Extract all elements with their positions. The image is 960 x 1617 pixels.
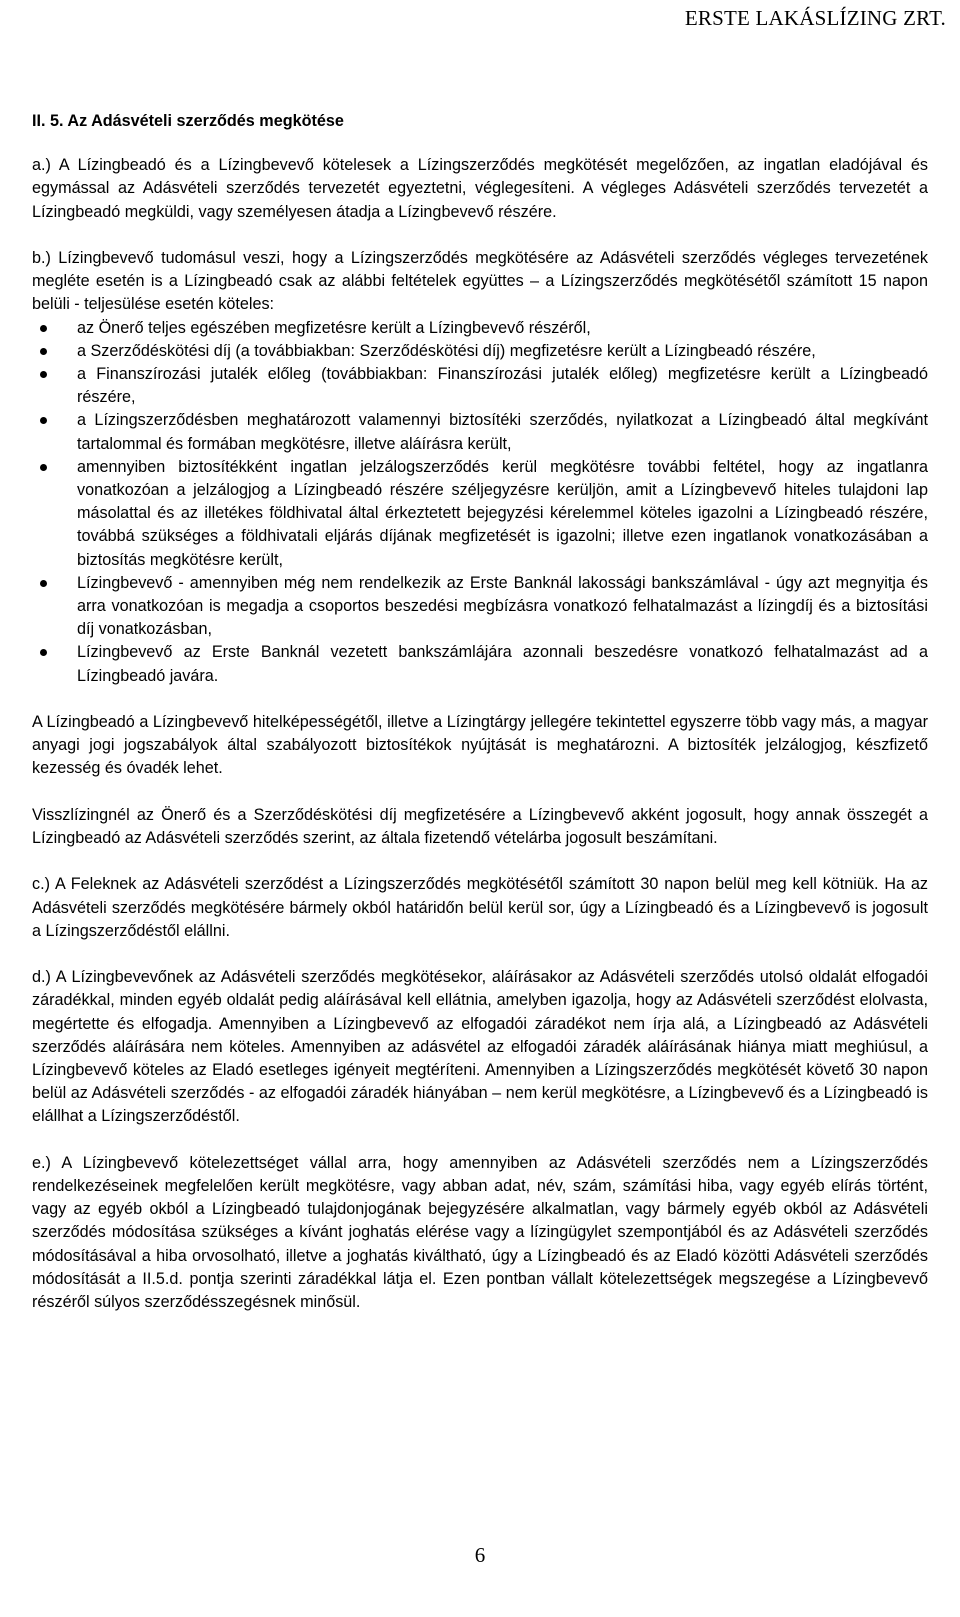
document-body — [32, 110, 928, 1337]
list-item-text: amennyiben biztosítékként ingatlan jelzálogszerződés kerül megkötésre további feltétel, hogy az ingatlanra vonatkozóan a jelzálogjog a Lízingbeadó részére széljegyzésre kerüljön, amit a Lízingbevevő hiteles tulajdoni lap másolattal és az illetékes földhivatal által érkeztetett bejegyzési kérelemmel köteles igazolni a Lízingbeadó részére, továbbá szükséges a földhivatali eljárás díjának megfizetését is igazolni; illetve ezen ingatlanok vonatkozásában a biztosítás megkötésre került, — [77, 457, 928, 569]
page-number: 6 — [474, 1543, 486, 1567]
list-item-text: Lízingbevevő az Erste Banknál vezetett bankszámlájára azonnali beszedésre vonatkozó felhatalmazást ad a Lízingbeadó javára. — [77, 643, 928, 685]
bullet-icon — [40, 464, 47, 471]
bullet-icon — [40, 348, 47, 355]
paragraph-a: a.) A Lízingbeadó és a Lízingbevevő kötelesek a Lízingszerződés megkötését megelőzően, az ingatlan eladójával és egymással az Adásvételi szerződés tervezetét egyeztetni, véglegesíteni. A végleges Adásvételi szerződés tervezetét a Lízingbeadó megküldi, vagy személyesen átadja a Lízingbevevő részére. — [32, 156, 928, 221]
list-item — [32, 340, 928, 363]
list-item — [32, 363, 928, 409]
list-item — [32, 409, 928, 455]
list-item-text: Lízingbevevő - amennyiben még nem rendelkezik az Erste Banknál lakossági bankszámlával - úgy azt megnyitja és arra vonatkozóan is megadja a csoportos beszedési megbízásra vonatkozó felhatalmazást a lízingdíj és a biztosítási díj vonatkozásban, — [77, 573, 928, 639]
bullet-icon — [40, 371, 47, 378]
conditions-list — [32, 317, 928, 688]
bullet-icon — [40, 649, 47, 656]
paragraph-e: e.) A Lízingbevevő kötelezettséget vállal arra, hogy amennyiben az Adásvételi szerződés nem a Lízingszerződés rendelkezéseinek megfelelően került megkötésre, vagy abban adat, név, szám, számítási hiba, vagy egyéb elírás történt, vagy az egyéb okból a Lízingbeadó tulajdonjogának bejegyzésére alkalmatlan, vagy bármely egyéb okból az Adásvételi szerződés módosítása szükséges a kívánt joghatás elérése vagy a lízingügylet szempontjából és az Adásvételi szerződés módosításával a hiba orvosolható, illetve a joghatás kiváltható, úgy a Lízingbeadó és az Eladó közötti Adásvételi szerződés módosítását a II.5.d. pontja szerinti záradékkal látja el. Ezen pontban vállalt kötelezettségek megszegése a Lízingbevevő részéről súlyos szerződésszegésnek minősül. — [32, 1153, 928, 1312]
list-item — [32, 572, 928, 642]
list-item-text: a Finanszírozási jutalék előleg (továbbiakban: Finanszírozási jutalék előleg) megfizetésre került a Lízingbeadó részére, — [77, 365, 928, 407]
bullet-icon — [40, 417, 47, 424]
paragraph-c: c.) A Feleknek az Adásvételi szerződést a Lízingszerződés megkötésétől számított 30 napon belül meg kell kötniük. Ha az Adásvételi szerződés megkötésére bármely okból határidőn belül kerül sor, úgy a Lízingbeadó és a Lízingbevevő is jogosult a Lízingszerződéstől elállni. — [32, 875, 928, 940]
paragraph-leaseback: Visszlízingnél az Önerő és a Szerződéskötési díj megfizetésére a Lízingbevevő akként jogosult, hogy annak összegét a Lízingbeadó az Adásvételi szerződés szerint, az általa fizetendő vételárba jogosult beszámítani. — [32, 805, 928, 848]
section-title: II. 5. Az Adásvételi szerződés megkötése — [32, 112, 344, 130]
paragraph-b-intro: b.) Lízingbevevő tudomásul veszi, hogy a Lízingszerződés megkötésére az Adásvételi szerződés végleges tervezetének megléte esetén is a Lízingbeadó csak az alábbi feltételek együttes – a Lízingszerződés megkötésétől számított 15 napon belüli - teljesülése esetén köteles: — [32, 249, 928, 314]
list-item — [32, 317, 928, 340]
bullet-icon — [40, 325, 47, 332]
list-item-text: a Lízingszerződésben meghatározott valamennyi biztosítéki szerződés, nyilatkozat a Lízingbeadó által megkívánt tartalommal és formában megkötésre, illetve aláírásra került, — [77, 411, 928, 453]
list-item-text: a Szerződéskötési díj (a továbbiakban: Szerződéskötési díj) megfizetésre került a Lízingbeadó részére, — [77, 341, 816, 360]
list-item — [32, 641, 928, 687]
list-item-text: az Önerő teljes egészében megfizetésre került a Lízingbevevő részéről, — [77, 318, 591, 337]
company-header: ERSTE LAKÁSLÍZING ZRT. — [684, 6, 946, 30]
paragraph-collateral: A Lízingbeadó a Lízingbevevő hitelképességétől, illetve a Lízingtárgy jellegére tekintettel egyszerre több vagy más, a magyar anyagi jogi jogszabályok által szabályozott biztosítékok nyújtását is meghatározni. A biztosíték jelzálogjog, készfizető kezesség és óvadék lehet. — [32, 713, 928, 778]
bullet-icon — [40, 580, 47, 587]
paragraph-d: d.) A Lízingbevevőnek az Adásvételi szerződés megkötésekor, aláírásakor az Adásvételi szerződés utolsó oldalát elfogadói záradékkal, minden egyéb oldalát pedig aláírásával kell ellátnia, amelyben igazolja, hogy az Adásvételi szerződést elolvasta, megértette és elfogadja. Amennyiben a Lízingbevevő az elfogadói záradékot nem írja alá, a Lízingbeadó az Adásvételi szerződés aláírására nem köteles. Amennyiben az adásvétel az elfogadói záradék aláírásának hiánya miatt meghiúsul, a Lízingbevevő köteles az Eladó esetleges igényeit megtéríteni. Amennyiben a Lízingszerződés megkötését követő 30 napon belül az Adásvételi szerződés - az elfogadói záradék hiányában – nem kerül megkötésre, a Lízingbevevő és a Lízingbeadó is elállhat a Lízingszerződéstől. — [32, 968, 928, 1126]
list-item — [32, 456, 928, 572]
